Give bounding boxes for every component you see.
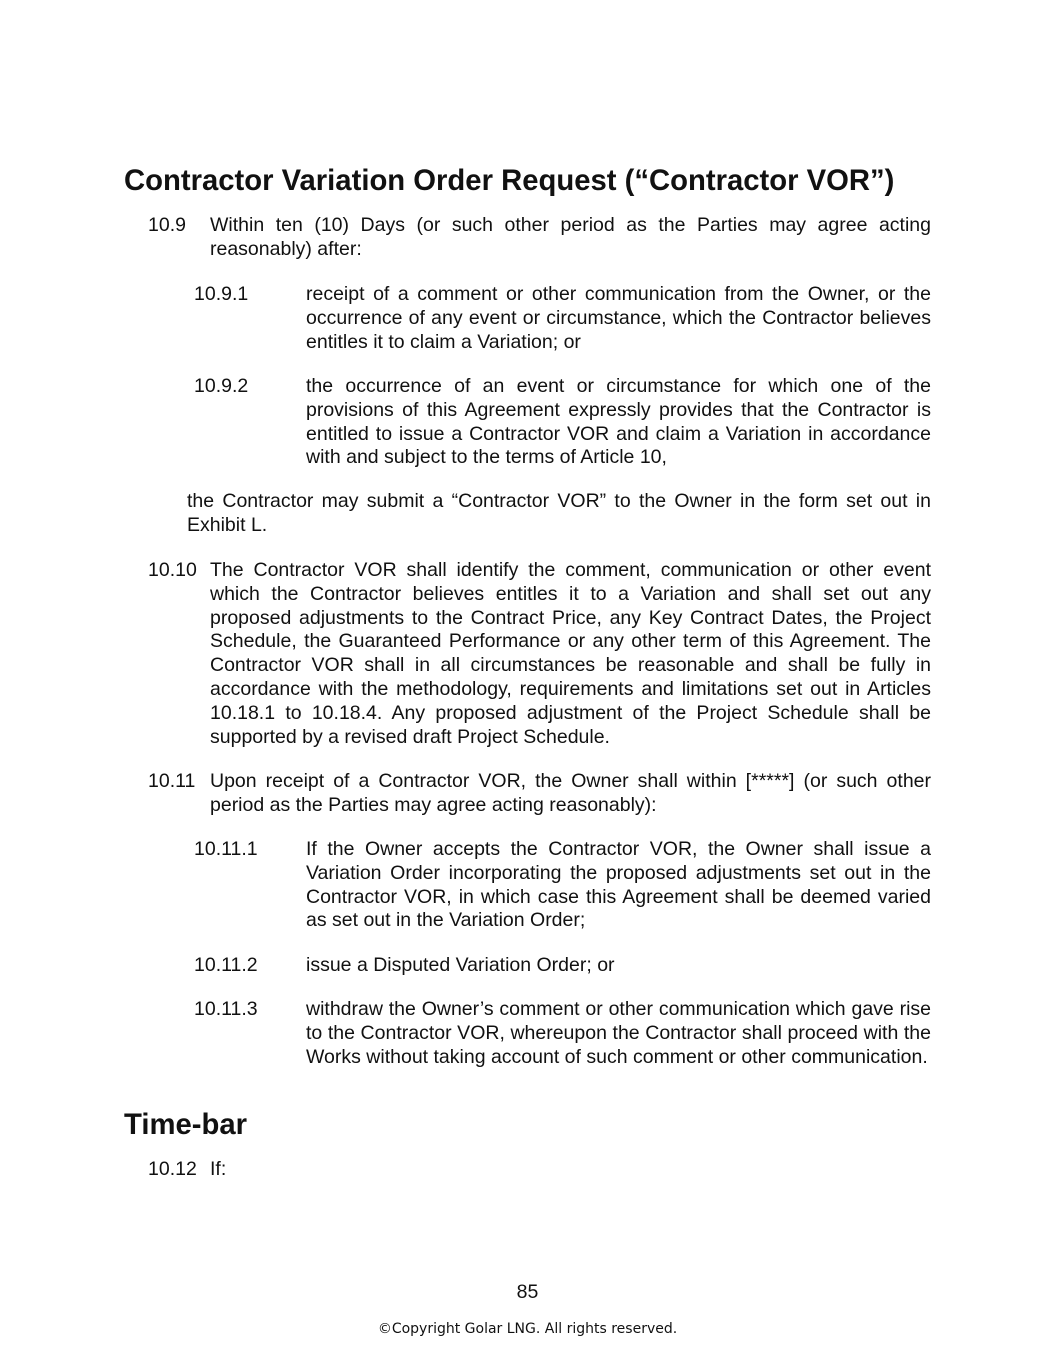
clause-10-11-2	[194, 954, 931, 978]
clause-10-9-2	[194, 375, 931, 470]
clause-number: 10.9.1	[194, 283, 249, 305]
clause-10-9	[148, 214, 931, 262]
clause-text: The Contractor VOR shall identify the comment, communication or other event which the Contractor believes entitles it to a Variation and shall set out any proposed adjustments to the Contract Price, any Key Contract Dates, the Project Schedule, the Guaranteed Performance or any other term of this Agreement. The Contractor VOR shall in all circumstances be reasonable and shall be fully in accordance with the methodology, requirements and limitations set out in Articles 10.18.1 to 10.18.4. Any proposed adjustment of the Project Schedule shall be supported by a revised draft Project Schedule.	[210, 559, 931, 748]
clause-10-11-3	[194, 998, 931, 1069]
clause-number: 10.11.1	[194, 838, 258, 860]
clause-text: receipt of a comment or other communication from the Owner, or the occurrence of any event or circumstance, which the Contractor believes entitles it to claim a Variation; or	[306, 283, 931, 353]
clause-number: 10.9.2	[194, 375, 249, 397]
page-number: 85	[516, 1281, 539, 1303]
clause-text: If the Owner accepts the Contractor VOR, the Owner shall issue a Variation Order incorporating the proposed adjustments set out in the Contractor VOR, in which case this Agreement shall be deemed varied as set out in the Variation Order;	[306, 838, 931, 932]
section-heading-contractor-vor: Contractor Variation Order Request (“Contractor VOR”)	[124, 165, 895, 197]
copyright-notice: ©Copyright Golar LNG. All rights reserved.	[377, 1321, 678, 1337]
clause-text: withdraw the Owner’s comment or other communication which gave rise to the Contractor VOR, whereupon the Contractor shall proceed with the Works without taking account of such comment or other communication.	[306, 998, 931, 1068]
clause-10-10	[148, 559, 931, 749]
clause-10-9-continuation: the Contractor may submit a “Contractor VOR” to the Owner in the form set out in Exhibit L.	[187, 490, 931, 536]
clause-10-12	[148, 1158, 931, 1182]
clause-text: Upon receipt of a Contractor VOR, the Owner shall within [*****] (or such other period as the Parties may agree acting reasonably):	[210, 770, 931, 816]
clause-number: 10.9	[148, 214, 186, 236]
clause-text: issue a Disputed Variation Order; or	[306, 954, 615, 976]
clause-10-9-1	[194, 283, 931, 354]
clause-text: the occurrence of an event or circumstance for which one of the provisions of this Agreement expressly provides that the Contractor is entitled to issue a Contractor VOR and claim a Variation in accordance with and subject to the terms of Article 10,	[306, 375, 931, 469]
clause-number: 10.11.3	[194, 998, 258, 1020]
clause-10-11-1	[194, 838, 931, 933]
section-heading-time-bar: Time-bar	[124, 1109, 247, 1141]
clause-number: 10.10	[148, 559, 197, 581]
clause-number: 10.11.2	[194, 954, 258, 976]
clause-text: Within ten (10) Days (or such other period as the Parties may agree acting reasonably) after:	[210, 214, 931, 260]
clause-text: If:	[210, 1158, 227, 1180]
clause-number: 10.11	[148, 770, 196, 792]
clause-number: 10.12	[148, 1158, 197, 1180]
clause-10-11	[148, 770, 931, 818]
